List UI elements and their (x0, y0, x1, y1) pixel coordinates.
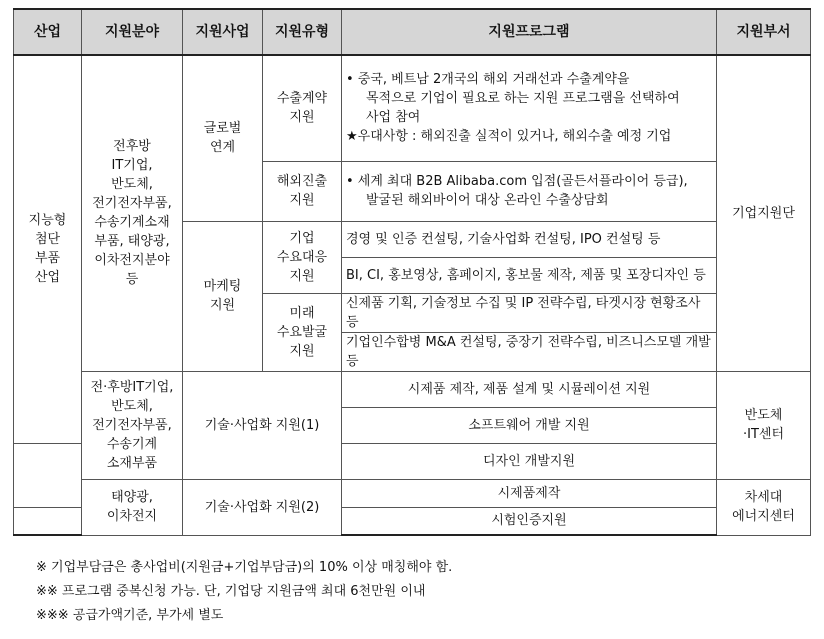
header-industry: 산업 (14, 9, 82, 55)
dept-cell-2 (717, 371, 811, 479)
type-line: 지원 (289, 110, 315, 126)
header-dept: 지원부서 (717, 9, 811, 55)
type-line: 수요발굴 (276, 324, 328, 340)
field-line: 태양광, (111, 490, 153, 505)
program-line: ★우대사항 : 해외진출 실적이 있거나, 해외수출 예정 기업 (346, 129, 672, 145)
dept-cell-1: 기업지원단 (717, 55, 811, 371)
header-program: 지원프로그램 (342, 9, 717, 55)
project-tech-1: 기술·사업화 지원(1) (183, 371, 342, 479)
program-demand-2: BI, CI, 홍보영상, 홈페이지, 홍보물 제작, 제품 및 포장디자인 등 (342, 257, 717, 293)
field-cell-2 (82, 371, 183, 479)
type-line: 미래 (289, 305, 315, 321)
field-line: 전후방 (113, 139, 151, 155)
footnote: ※※ 프로그램 중복신청 가능. 단, 기업당 지원금액 최대 6천만원 이내 (36, 584, 426, 599)
field-line: 전기전자부품, (92, 417, 172, 433)
program-overseas (342, 161, 717, 221)
program-tech-1c: 디자인 개발지원 (342, 443, 717, 479)
field-cell-1 (82, 55, 183, 371)
table-row (14, 55, 811, 161)
field-line: 소재부품 (106, 455, 158, 471)
type-line: 해외진출 (276, 174, 328, 189)
header-project: 지원사업 (183, 9, 263, 55)
dept-line: 에너지센터 (732, 509, 795, 524)
project-line: 글로벌 (203, 121, 242, 137)
field-line: 반도체, (111, 177, 153, 193)
field-line: IT기업, (111, 158, 153, 174)
dept-cell-3 (717, 479, 811, 535)
program-line: 발굴된 해외바이어 대상 온라인 수출상담회 (366, 193, 609, 208)
footnote: ※※※ 공급가액기준, 부가세 별도 (36, 608, 224, 623)
field-line: 수송기계 (106, 436, 158, 452)
program-line: • 세계 최대 B2B Alibaba.com 입점(골든서플라이어 등급), (346, 174, 688, 189)
project-tech-2: 기술·사업화 지원(2) (183, 479, 342, 535)
program-tech-1a: 시제품 제작, 제품 설계 및 시뮬레이션 지원 (342, 371, 717, 407)
industry-line: 지능형 (28, 213, 67, 229)
field-line: 등 (125, 272, 139, 288)
type-future (263, 293, 342, 371)
program-tech-2a: 시제품제작 (342, 479, 717, 507)
program-export (342, 55, 717, 161)
industry-cell (14, 55, 82, 443)
program-tech-1b: 소프트웨어 개발 지원 (342, 407, 717, 443)
type-line: 수요대응 (276, 249, 328, 265)
dept-line: 반도체 (744, 408, 783, 423)
type-export (263, 55, 342, 161)
type-line: 기업 (289, 230, 315, 246)
program-line: 목적으로 기업이 필요로 하는 지원 프로그램을 선택하여 (366, 91, 680, 107)
industry-line: 산업 (34, 270, 61, 286)
industry-line: 부품 (34, 251, 61, 267)
footnotes (36, 556, 452, 628)
type-line: 수출계약 (276, 91, 328, 107)
industry-line: 첨단 (34, 232, 61, 248)
header-type: 지원유형 (263, 9, 342, 55)
dept-line: 차세대 (744, 490, 783, 505)
industry-spacer (14, 443, 82, 507)
program-line: • 중국, 베트남 2개국의 해외 거래선과 수출계약을 (346, 72, 630, 88)
project-marketing (183, 221, 263, 371)
program-future-2: 기업인수합병 M&A 컨설팅, 중장기 전략수립, 비즈니스모델 개발 등 (342, 332, 717, 371)
type-line: 지원 (289, 268, 315, 284)
project-line: 연계 (209, 140, 236, 156)
field-cell-3 (82, 479, 183, 535)
field-line: 이차전지 (106, 509, 158, 524)
table-row (14, 371, 811, 407)
field-line: 부품, 태양광, (94, 234, 170, 250)
program-future-1: 신제품 기획, 기술정보 수집 및 IP 전략수립, 타겟시장 현황조사 등 (342, 293, 717, 332)
type-overseas (263, 161, 342, 221)
type-line: 지원 (289, 343, 315, 359)
table-row (14, 479, 811, 507)
program-demand-1: 경영 및 인증 컨설팅, 기술사업화 컨설팅, IPO 컨설팅 등 (342, 221, 717, 257)
footnote: ※ 기업부담금은 총사업비(지원금+기업부담금)의 10% 이상 매칭해야 함. (36, 560, 453, 575)
field-line: 전기전자부품, (92, 196, 172, 212)
support-program-table (13, 8, 811, 536)
program-line: 사업 참여 (366, 110, 421, 126)
project-line: 지원 (209, 298, 236, 313)
field-line: 이차전지분야 (94, 253, 170, 269)
field-line: 수송기계소재 (94, 215, 170, 231)
field-line: 전·후방IT기업, (90, 379, 174, 395)
industry-spacer (14, 507, 82, 535)
header-row (14, 9, 811, 55)
field-line: 반도체, (111, 398, 153, 414)
project-global (183, 55, 263, 221)
type-demand (263, 221, 342, 293)
header-field: 지원분야 (82, 9, 183, 55)
type-line: 지원 (289, 193, 315, 208)
project-line: 마케팅 (203, 279, 242, 294)
program-tech-2b: 시험인증지원 (342, 507, 717, 535)
dept-line: ·IT센터 (742, 427, 785, 442)
